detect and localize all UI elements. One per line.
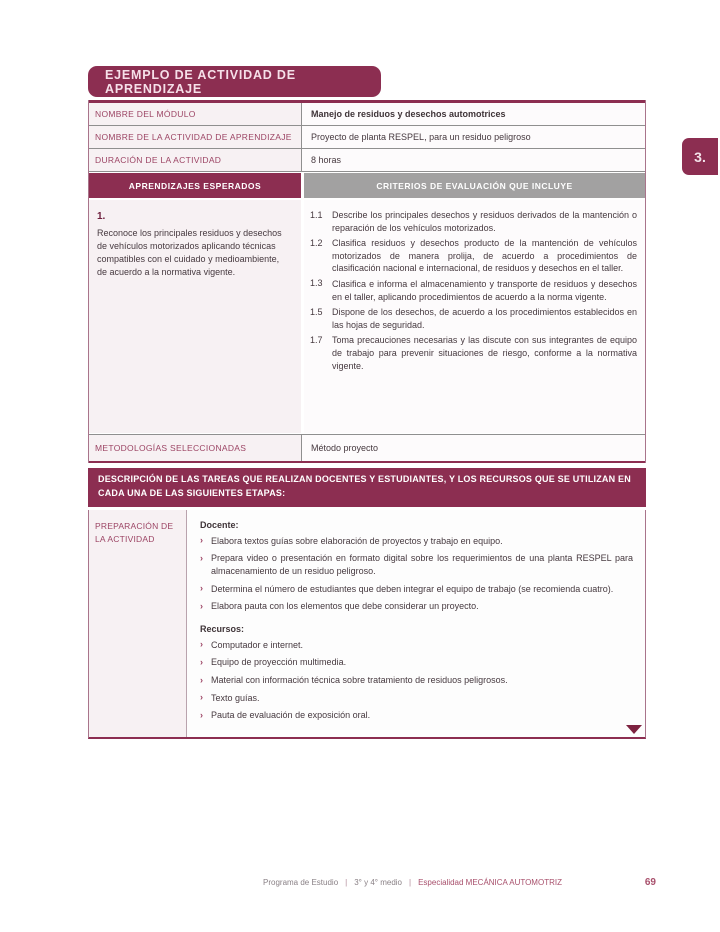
evaluation-criteria-header: CRITERIOS DE EVALUACIÓN QUE INCLUYE	[304, 173, 645, 198]
list-item-text: Prepara video o presentación en formato digital sobre los requerimientos de una planta RESPEL para almacenamiento de un residuo peligroso.	[211, 553, 633, 577]
list-item	[200, 674, 633, 687]
footer-separator: |	[345, 878, 348, 887]
row-value-duration: 8 horas	[302, 149, 645, 171]
methodology-value: Método proyecto	[302, 435, 645, 461]
criterion-number: 1.3	[310, 278, 323, 289]
list-item-text: Elabora textos guías sobre elaboración de proyectos y trabajo en equipo.	[211, 535, 503, 546]
footer-program: Programa de Estudio	[263, 878, 339, 887]
footer-separator: |	[409, 878, 412, 887]
list-item	[200, 600, 633, 613]
section-title-bar	[88, 66, 381, 97]
list-item	[200, 709, 633, 722]
methodology-row	[89, 434, 645, 463]
chevron-bullet-icon: ›	[200, 583, 203, 594]
chevron-bullet-icon: ›	[200, 535, 203, 546]
row-label-activity-name: NOMBRE DE LA ACTIVIDAD DE APRENDIZAJE	[89, 126, 301, 148]
chevron-bullet-icon: ›	[200, 639, 203, 650]
list-item-text: Material con información técnica sobre tratamiento de residuos peligrosos.	[211, 675, 508, 686]
criterion-number: 1.5	[310, 306, 323, 317]
learning-criteria-row	[89, 200, 645, 433]
preparation-stage-label: PREPARACIÓN DE LA ACTIVIDAD	[89, 510, 186, 737]
methodology-label: METODOLOGÍAS SELECCIONADAS	[89, 435, 301, 461]
row-label-module: NOMBRE DEL MÓDULO	[89, 103, 301, 125]
chevron-bullet-icon: ›	[200, 656, 203, 667]
criterion-text: Clasifica residuos y desechos producto de la mantención de vehículos motorizados de manera prolija, de acuerdo a procedimientos de clasificación nacional e internacional, de residuos y desechos en el taller.	[332, 238, 637, 274]
list-item	[200, 535, 633, 548]
expected-learnings-header: APRENDIZAJES ESPERADOS	[89, 173, 301, 198]
page-footer	[263, 877, 656, 888]
footer-specialty: Especialidad MECÁNICA AUTOMOTRIZ	[418, 878, 562, 887]
list-item-text: Elabora pauta con los elementos que debe considerar un proyecto.	[211, 601, 479, 612]
criterion-text: Toma precauciones necesarias y las discute con sus integrantes de equipo de trabajo para prevenir situaciones de riesgo, conforme a la normativa vigente.	[332, 335, 637, 371]
expected-learning-number: 1.	[97, 211, 106, 222]
activity-table	[88, 66, 646, 739]
section-title: EJEMPLO DE ACTIVIDAD DE APRENDIZAJE	[105, 67, 296, 96]
list-item	[200, 552, 633, 577]
criterion-item	[310, 237, 637, 275]
list-item	[200, 583, 633, 596]
activity-info-table	[88, 100, 646, 463]
criterion-number: 1.1	[310, 209, 323, 220]
footer-grade: 3° y 4° medio	[354, 878, 402, 887]
page-number: 69	[644, 877, 656, 888]
list-item-text: Determina el número de estudiantes que deben integrar el equipo de trabajo (se recomienda cuatro).	[211, 583, 614, 594]
preparation-content	[187, 510, 645, 737]
criterion-item	[310, 306, 637, 331]
criteria-list	[304, 200, 645, 433]
criterion-text: Clasifica e informa el almacenamiento y transporte de residuos y desechos en el taller, aplicando procedimientos de acuerdo a la norma vigente.	[332, 278, 637, 302]
chevron-bullet-icon: ›	[200, 674, 203, 685]
criterion-item	[310, 334, 637, 372]
criterion-item	[310, 278, 637, 303]
criterion-text: Dispone de los desechos, de acuerdo a los procedimientos establecidos en las hojas de seguridad.	[332, 307, 637, 330]
list-item	[200, 639, 633, 652]
criterion-item	[310, 209, 637, 234]
row-value-module: Manejo de residuos y desechos automotrices	[302, 103, 645, 125]
tasks-description-banner: DESCRIPCIÓN DE LAS TAREAS QUE REALIZAN DOCENTES Y ESTUDIANTES, Y LOS RECURSOS QUE SE UTILIZAN EN CADA UNA DE LAS SIGUIENTES ETAPAS:	[88, 468, 646, 507]
column-headers	[89, 173, 645, 198]
docente-heading: Docente:	[200, 519, 239, 530]
continues-arrow-icon	[626, 725, 642, 734]
list-item-text: Computador e internet.	[211, 639, 304, 650]
chevron-bullet-icon: ›	[200, 600, 203, 611]
recursos-heading: Recursos:	[200, 623, 245, 634]
criterion-number: 1.7	[310, 334, 323, 345]
criterion-text: Describe los principales desechos y residuos derivados de la mantención o reparación de los vehículos motorizados.	[332, 210, 637, 233]
chevron-bullet-icon: ›	[200, 552, 203, 563]
list-item	[200, 656, 633, 669]
chevron-bullet-icon: ›	[200, 709, 203, 720]
info-rows	[89, 100, 645, 172]
list-item-text: Pauta de evaluación de exposición oral.	[211, 710, 371, 721]
chapter-tab	[682, 138, 718, 175]
row-value-activity-name: Proyecto de planta RESPEL, para un residuo peligroso	[302, 126, 645, 148]
expected-learning-cell	[89, 200, 301, 433]
row-label-duration: DURACIÓN DE LA ACTIVIDAD	[89, 149, 301, 171]
list-item	[200, 692, 633, 705]
chevron-bullet-icon: ›	[200, 692, 203, 703]
expected-learning-text: Reconoce los principales residuos y desechos de vehículos motorizados aplicando técnicas compatibles con el cuidado y medioambiente, de acuerdo a la normativa vigente.	[97, 227, 282, 277]
list-item-text: Texto guías.	[211, 692, 260, 703]
list-item-text: Equipo de proyección multimedia.	[211, 657, 347, 668]
preparation-row	[88, 510, 646, 739]
chapter-tab-label: 3.	[694, 148, 706, 165]
criterion-number: 1.2	[310, 237, 323, 248]
